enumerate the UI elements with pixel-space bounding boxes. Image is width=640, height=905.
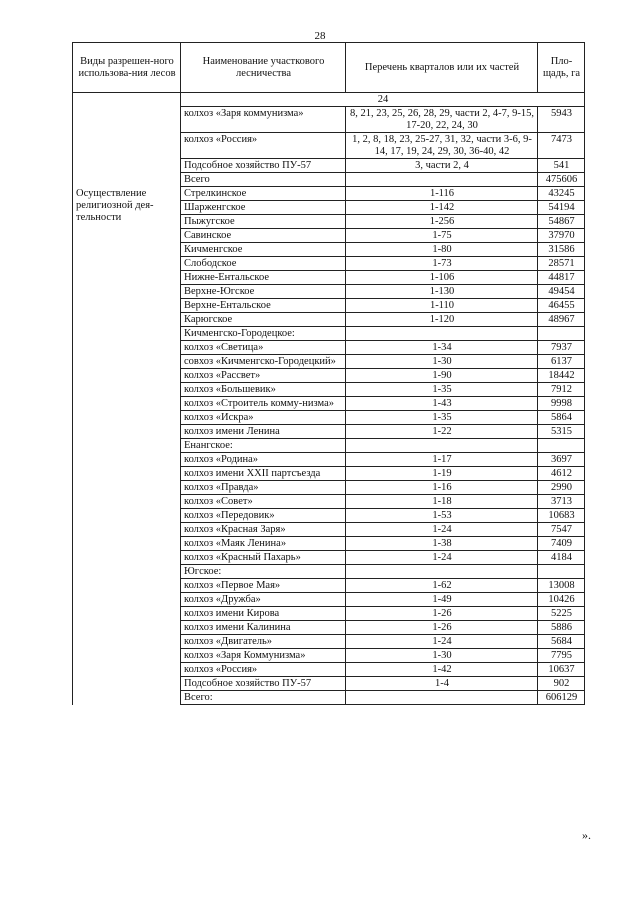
quarters-cell: 3, части 2, 4 (346, 159, 538, 173)
quarters-cell: 1-18 (346, 495, 538, 509)
quarters-cell: 1-34 (346, 341, 538, 355)
area-cell: 10683 (538, 509, 585, 523)
quarters-cell: 1-80 (346, 243, 538, 257)
area-cell: 28571 (538, 257, 585, 271)
quarters-cell: 1-19 (346, 467, 538, 481)
quarters-cell: 1-30 (346, 649, 538, 663)
quarters-cell: 1-256 (346, 215, 538, 229)
forestry-name-cell: колхоз «Строитель комму-низма» (181, 397, 346, 411)
quarters-cell: 1-26 (346, 621, 538, 635)
area-cell: 49454 (538, 285, 585, 299)
area-cell: 7937 (538, 341, 585, 355)
area-cell: 10637 (538, 663, 585, 677)
area-cell: 2990 (538, 481, 585, 495)
quarters-cell: 1-24 (346, 551, 538, 565)
forestry-name-cell: совхоз «Кичменгско-Городецкий» (181, 355, 346, 369)
continuation-number: 24 (181, 93, 585, 107)
quarters-cell: 1, 2, 8, 18, 23, 25-27, 31, 32, части 3-6, 9-14, 17, 19, 24, 29, 30, 36-40, 42 (346, 133, 538, 159)
forestry-name-cell: Шарженгское (181, 201, 346, 215)
table-header-row (73, 43, 585, 93)
forestry-name-cell: колхоз «Родина» (181, 453, 346, 467)
quarters-cell: 1-90 (346, 369, 538, 383)
quarters-cell: 1-42 (346, 663, 538, 677)
closing-mark: ». (582, 828, 591, 842)
forestry-name-cell: Пыжугское (181, 215, 346, 229)
quarters-cell: 1-22 (346, 425, 538, 439)
quarters-cell: 1-30 (346, 355, 538, 369)
forestry-name-cell: колхоз «Передовик» (181, 509, 346, 523)
header-area: Пло-щадь, га (538, 43, 585, 93)
quarters-cell: 1-16 (346, 481, 538, 495)
forestry-name-cell: колхоз «Заря Коммунизма» (181, 649, 346, 663)
area-cell: 475606 (538, 173, 585, 187)
area-cell: 541 (538, 159, 585, 173)
forestry-name-cell: Кичменгское (181, 243, 346, 257)
forestry-name-cell: колхоз «Двигатель» (181, 635, 346, 649)
forestry-name-cell: колхоз имени Калинина (181, 621, 346, 635)
area-cell: 7473 (538, 133, 585, 159)
area-cell: 3697 (538, 453, 585, 467)
forestry-name-cell: Кичменгско-Городецкое: (181, 327, 346, 341)
area-cell (538, 439, 585, 453)
area-cell: 5315 (538, 425, 585, 439)
area-cell: 10426 (538, 593, 585, 607)
forestry-name-cell: Всего (181, 173, 346, 187)
forestry-name-cell: колхоз «Красный Пахарь» (181, 551, 346, 565)
quarters-cell: 1-43 (346, 397, 538, 411)
continuation-row (73, 93, 585, 107)
quarters-cell: 1-142 (346, 201, 538, 215)
area-cell: 5225 (538, 607, 585, 621)
area-cell: 46455 (538, 299, 585, 313)
quarters-cell: 1-26 (346, 607, 538, 621)
forestry-name-cell: Подсобное хозяйство ПУ-57 (181, 677, 346, 691)
area-cell: 18442 (538, 369, 585, 383)
table-row (73, 187, 585, 201)
forestry-name-cell: колхоз «Искра» (181, 411, 346, 425)
forestry-name-cell: Савинское (181, 229, 346, 243)
quarters-cell (346, 327, 538, 341)
area-cell: 902 (538, 677, 585, 691)
quarters-cell (346, 691, 538, 705)
header-use-type: Виды разрешен-ного использова-ния лесов (73, 43, 181, 93)
forestry-name-cell: колхоз «Россия» (181, 663, 346, 677)
area-cell: 3713 (538, 495, 585, 509)
forestry-name-cell: колхоз «Россия» (181, 133, 346, 159)
use-type-religious: Осуществление религиозной дея-тельности (73, 187, 181, 705)
quarters-cell: 1-17 (346, 453, 538, 467)
area-cell: 13008 (538, 579, 585, 593)
quarters-cell: 1-116 (346, 187, 538, 201)
area-cell: 7547 (538, 523, 585, 537)
area-cell: 7409 (538, 537, 585, 551)
main-table-body (73, 187, 585, 705)
forestry-name-cell: Югское: (181, 565, 346, 579)
forestry-name-cell: колхоз «Маяк Ленина» (181, 537, 346, 551)
quarters-cell: 1-110 (346, 299, 538, 313)
forest-use-table (72, 42, 585, 705)
forestry-name-cell: колхоз имени XXII партсъезда (181, 467, 346, 481)
area-cell (538, 327, 585, 341)
forestry-name-cell: Енангское: (181, 439, 346, 453)
quarters-cell: 8, 21, 23, 25, 26, 28, 29, части 2, 4-7, 9-15, 17-20, 22, 24, 30 (346, 107, 538, 133)
forestry-name-cell: Верхне-Ентальское (181, 299, 346, 313)
area-cell: 4612 (538, 467, 585, 481)
quarters-cell: 1-4 (346, 677, 538, 691)
forestry-name-cell: Карюгское (181, 313, 346, 327)
forestry-name-cell: колхоз имени Кирова (181, 607, 346, 621)
area-cell: 44817 (538, 271, 585, 285)
quarters-cell: 1-38 (346, 537, 538, 551)
forestry-name-cell: колхоз «Правда» (181, 481, 346, 495)
quarters-cell: 1-35 (346, 411, 538, 425)
area-cell: 5886 (538, 621, 585, 635)
quarters-cell (346, 173, 538, 187)
area-cell: 54194 (538, 201, 585, 215)
forestry-name-cell: колхоз «Светица» (181, 341, 346, 355)
quarters-cell: 1-49 (346, 593, 538, 607)
forestry-name-cell: колхоз «Рассвет» (181, 369, 346, 383)
header-forestry: Наименование участкового лесничества (181, 43, 346, 93)
area-cell: 6137 (538, 355, 585, 369)
area-cell: 5684 (538, 635, 585, 649)
area-cell: 7912 (538, 383, 585, 397)
area-cell: 43245 (538, 187, 585, 201)
area-cell (538, 565, 585, 579)
quarters-cell: 1-75 (346, 229, 538, 243)
quarters-cell: 1-24 (346, 635, 538, 649)
quarters-cell: 1-35 (346, 383, 538, 397)
area-cell: 48967 (538, 313, 585, 327)
area-cell: 606129 (538, 691, 585, 705)
forestry-name-cell: Всего: (181, 691, 346, 705)
area-cell: 9998 (538, 397, 585, 411)
area-cell: 37970 (538, 229, 585, 243)
quarters-cell: 1-62 (346, 579, 538, 593)
area-cell: 54867 (538, 215, 585, 229)
header-quarters: Перечень кварталов или их частей (346, 43, 538, 93)
area-cell: 4184 (538, 551, 585, 565)
area-cell: 5943 (538, 107, 585, 133)
forestry-name-cell: колхоз «Совет» (181, 495, 346, 509)
forestry-name-cell: колхоз «Заря коммунизма» (181, 107, 346, 133)
forestry-name-cell: Слободское (181, 257, 346, 271)
area-cell: 5864 (538, 411, 585, 425)
forestry-name-cell: колхоз имени Ленина (181, 425, 346, 439)
area-cell: 7795 (538, 649, 585, 663)
forestry-name-cell: Подсобное хозяйство ПУ-57 (181, 159, 346, 173)
forestry-name-cell: колхоз «Первое Мая» (181, 579, 346, 593)
quarters-cell: 1-53 (346, 509, 538, 523)
page-number: 28 (314, 30, 326, 42)
quarters-cell: 1-130 (346, 285, 538, 299)
area-cell: 31586 (538, 243, 585, 257)
forestry-name-cell: Нижне-Ентальское (181, 271, 346, 285)
forestry-name-cell: колхоз «Большевик» (181, 383, 346, 397)
quarters-cell (346, 439, 538, 453)
forestry-name-cell: колхоз «Дружба» (181, 593, 346, 607)
quarters-cell: 1-73 (346, 257, 538, 271)
quarters-cell: 1-120 (346, 313, 538, 327)
use-type-cell-empty (73, 93, 181, 187)
forestry-name-cell: колхоз «Красная Заря» (181, 523, 346, 537)
quarters-cell: 1-106 (346, 271, 538, 285)
quarters-cell (346, 565, 538, 579)
forestry-name-cell: Верхне-Югское (181, 285, 346, 299)
upper-table-body (73, 93, 585, 187)
quarters-cell: 1-24 (346, 523, 538, 537)
forestry-name-cell: Стрелкинское (181, 187, 346, 201)
